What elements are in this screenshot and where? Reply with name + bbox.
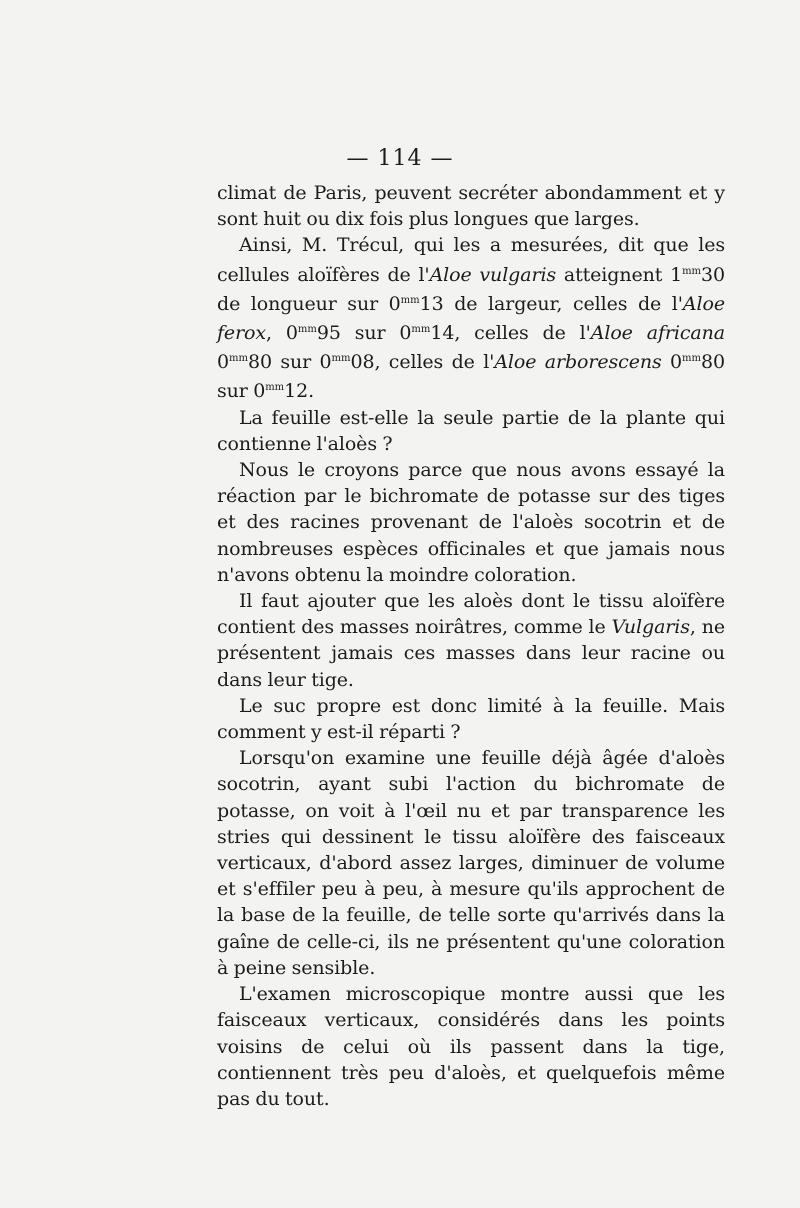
page-number: — 114 — <box>346 146 454 171</box>
paragraph-4: Nous le croyons parce que nous avons essayé la réaction par le bichromate de potasse sur des tiges et des racines provenant de l'aloès socotrin et de nombreuses espèces officinales et que jamais nous n'avons obtenu la moindre coloration. <box>217 459 725 586</box>
paragraph-3: La feuille est-elle la seule partie de la plante qui contienne l'aloès ? <box>217 406 725 455</box>
paragraph-7: Lorsqu'on examine une feuille déjà âgée d'aloès socotrin, ayant subi l'action du bichromate de potasse, on voit à l'œil nu et par transparence les stries qui dessinent le tissu aloïfère des faisceaux verticaux, d'abord assez larges, diminuer de volume et s'effiler peu à peu, à mesure qu'ils approchent de la base de la feuille, de telle sorte qu'arrivés dans la gaîne de celle-ci, ils ne présentent qu'une coloration à peine sensible. <box>217 747 725 979</box>
paragraph-1: climat de Paris, peuvent secréter abondamment et y sont huit ou dix fois plus longues que larges. <box>217 182 725 231</box>
species-aloe-ferox: Aloe ferox <box>217 292 725 345</box>
species-aloe-africana: Aloe africana <box>590 322 725 345</box>
paragraph-5: Il faut ajouter que les aloès dont le tissu aloïfère contient des masses noirâtres, comme le Vulgaris, ne présentent jamais ces masses dans leur racine ou dans leur tige. <box>217 590 725 691</box>
body-text <box>217 180 725 1112</box>
species-aloe-vulgaris: Aloe vulgaris <box>429 263 557 286</box>
paragraph-6: Le suc propre est donc limité à la feuille. Mais comment y est-il réparti ? <box>217 694 725 744</box>
species-vulgaris: Vulgaris <box>611 616 690 639</box>
paragraph-2: Ainsi, M. Trécul, qui les a mesurées, dit que les cellules aloïfères de l'Aloe vulgaris atteignent $1^{mm}30$ de longueur sur $0^{mm}13$ de largeur, celles de l'Aloe ferox, $0^{mm}95$ sur $0^{mm}14$, celles de l'Aloe africana $0^{mm}80$ sur $0^{mm}08$, celles de l'Aloe arborescens $0^{mm}80$ sur $0^{mm}12$. <box>217 234 726 403</box>
paragraph-8: L'examen microscopique montre aussi que les faisceaux verticaux, considérés dans les points voisins de celui où ils passent dans la tige, contiennent très peu d'aloès, et quelquefois même pas du tout. <box>217 983 725 1110</box>
species-aloe-arborescens: Aloe arborescens <box>494 351 662 374</box>
